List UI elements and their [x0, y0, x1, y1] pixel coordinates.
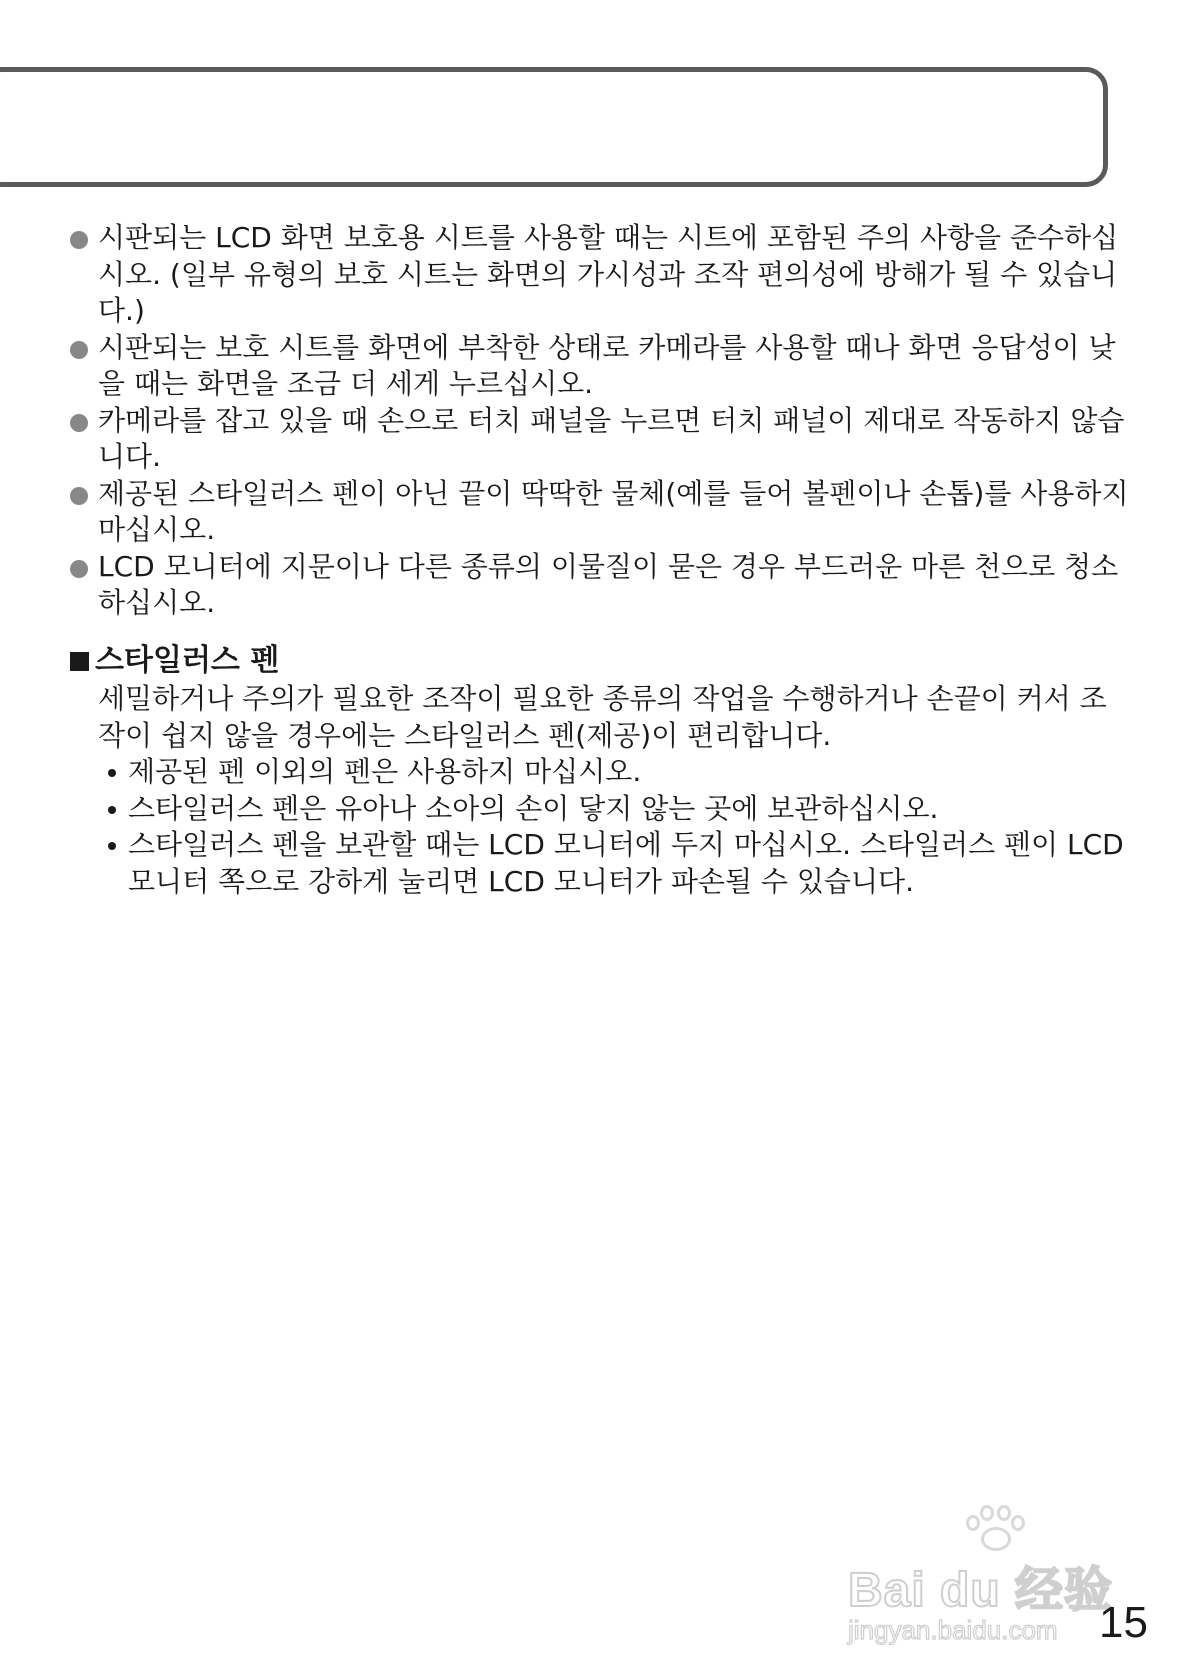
note-item — [70, 549, 1130, 622]
bullet-item — [108, 754, 1130, 791]
bullet-dot-icon — [70, 341, 88, 359]
page-number: 15 — [1099, 1598, 1148, 1647]
small-bullet-icon — [108, 769, 116, 777]
square-bullet-icon — [70, 652, 89, 671]
section-heading — [70, 641, 1130, 681]
note-text: 카메라를 잡고 있을 때 손으로 터치 패널을 누르면 터치 패널이 제대로 작동하지 않습니다. — [98, 403, 1125, 473]
note-text: 시판되는 보호 시트를 화면에 부착한 상태로 카메라를 사용할 때나 화면 응답성이 낮을 때는 화면을 조금 더 세게 누르십시오. — [98, 330, 1116, 400]
watermark-brand: Bai du 经验 — [848, 1564, 1114, 1617]
baidu-watermark — [848, 1505, 1128, 1645]
bullet-item — [108, 791, 1130, 828]
note-text: LCD 모니터에 지문이나 다른 종류의 이물질이 묻은 경우 부드러운 마른 천으로 청소하십시오. — [98, 549, 1119, 619]
note-item — [70, 403, 1130, 476]
bullet-text: 제공된 펜 이외의 펜은 사용하지 마십시오. — [128, 755, 642, 788]
note-item — [70, 220, 1130, 330]
bullet-text: 스타일러스 펜을 보관할 때는 LCD 모니터에 두지 마십시오. 스타일러스 펜이 LCD 모니터 쪽으로 강하게 눌리면 LCD 모니터가 파손될 수 있습니다. — [128, 828, 1124, 898]
bullet-text: 스타일러스 펜은 유아나 소아의 손이 닿지 않는 곳에 보관하십시오. — [128, 791, 939, 825]
bullet-dot-icon — [70, 560, 88, 578]
header-frame — [0, 67, 1108, 187]
bullet-dot-icon — [70, 414, 88, 432]
note-item — [70, 330, 1130, 403]
small-bullet-icon — [108, 806, 116, 814]
section-title-text: 스타일러스 펜 — [95, 643, 280, 678]
paw-logo-icon — [966, 1505, 1026, 1555]
note-text: 시판되는 LCD 화면 보호용 시트를 사용할 때는 시트에 포함된 주의 사항을 준수하십시오. (일부 유형의 보호 시트는 화면의 가시성과 조작 편의성에 방해가 될 수 있습니다.) — [98, 221, 1119, 327]
note-item — [70, 476, 1130, 549]
watermark-url: jingyan.baidu.com — [848, 1615, 1058, 1645]
notes-list — [70, 220, 1130, 622]
stylus-bullets — [70, 754, 1130, 900]
bullet-dot-icon — [70, 231, 88, 249]
bullet-item — [108, 827, 1130, 900]
bullet-dot-icon — [70, 487, 88, 505]
note-text: 제공된 스타일러스 펜이 아닌 끝이 딱딱한 물체(예를 들어 볼펜이나 손톱)를 사용하지 마십시오. — [98, 476, 1129, 546]
stylus-section — [70, 641, 1130, 900]
small-bullet-icon — [108, 842, 116, 850]
section-intro: 세밀하거나 주의가 필요한 조작이 필요한 종류의 작업을 수행하거나 손끝이 커서 조작이 쉽지 않을 경우에는 스타일러스 펜(제공)이 편리합니다. — [98, 682, 1107, 752]
